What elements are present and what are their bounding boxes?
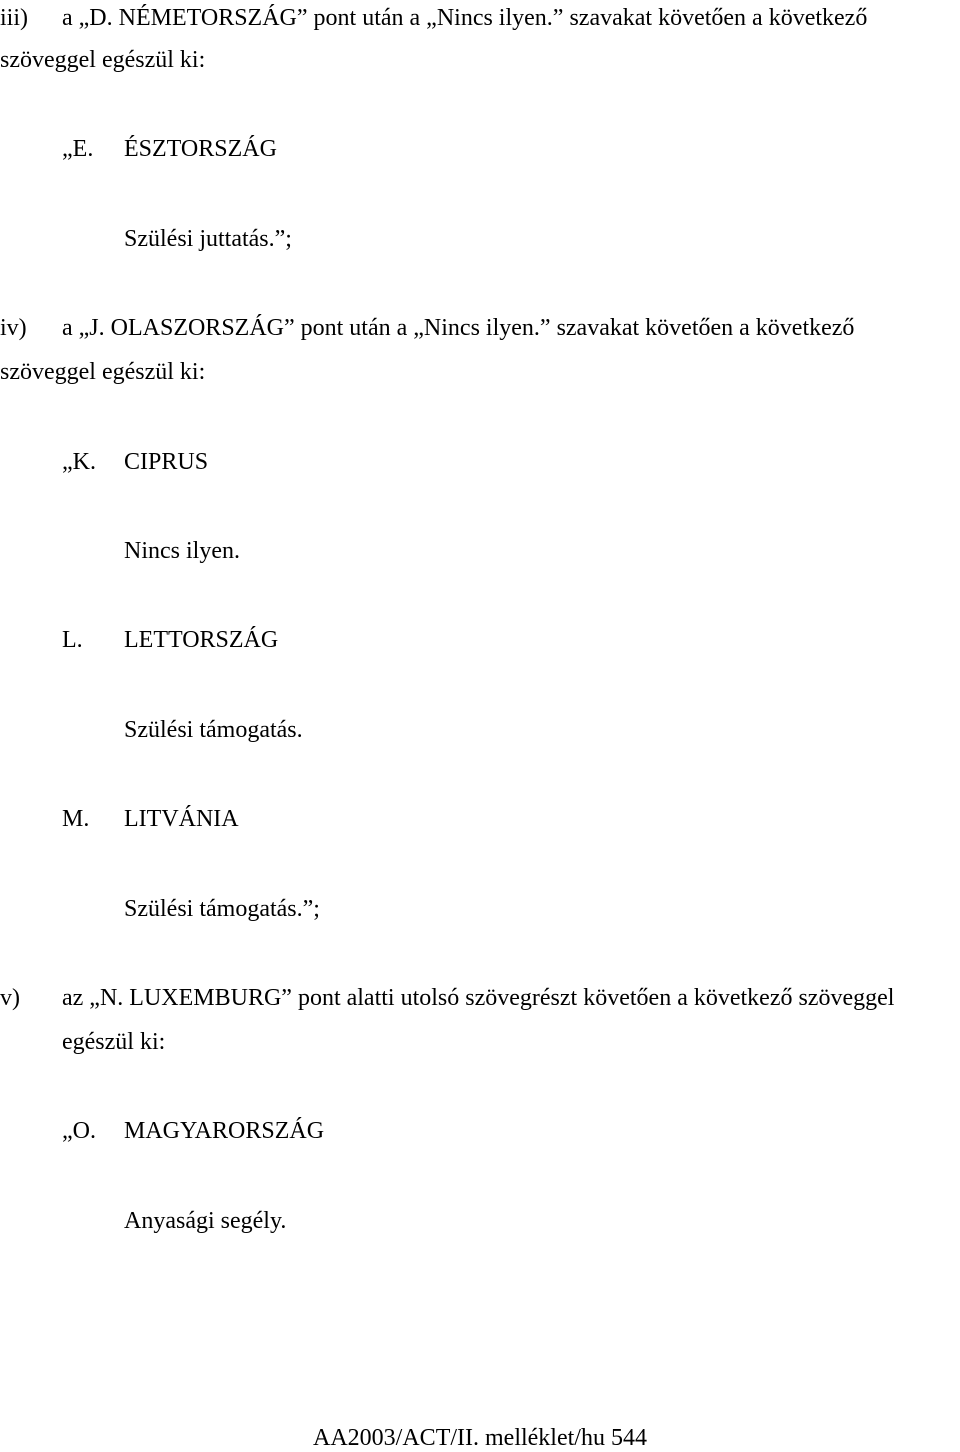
entry-text-estonia: Szülési juttatás.”; (124, 226, 292, 252)
entry-letter-k: „K. (62, 449, 96, 475)
item-iii-line-1: a „D. NÉMETORSZÁG” pont után a „Nincs ilyen.” szavakat követően a következő (62, 5, 868, 31)
entry-text-hungary: Anyasági segély. (124, 1208, 287, 1234)
entry-text-cyprus: Nincs ilyen. (124, 538, 240, 564)
item-iv-line-2: szöveggel egészül ki: (0, 359, 206, 385)
item-iii-marker: iii) (0, 5, 28, 31)
entry-letter-l: L. (62, 627, 83, 653)
entry-country-hungary: MAGYARORSZÁG (124, 1118, 325, 1144)
entry-country-latvia: LETTORSZÁG (124, 627, 279, 653)
item-v-line-1: az „N. LUXEMBURG” pont alatti utolsó szövegrészt követően a következő szöveggel (62, 985, 895, 1011)
entry-country-cyprus: CIPRUS (124, 449, 209, 475)
entry-letter-e: „E. (62, 136, 94, 162)
entry-letter-m: M. (62, 806, 90, 832)
entry-country-lithuania: LITVÁNIA (124, 806, 239, 832)
item-v-line-2: egészül ki: (62, 1029, 166, 1055)
item-iii-line-2: szöveggel egészül ki: (0, 47, 206, 73)
entry-text-lithuania: Szülési támogatás.”; (124, 896, 320, 922)
entry-text-latvia: Szülési támogatás. (124, 717, 303, 743)
page-footer: AA2003/ACT/II. melléklet/hu 544 (313, 1425, 647, 1451)
item-v-marker: v) (0, 985, 20, 1011)
item-iv-marker: iv) (0, 315, 27, 341)
entry-letter-o: „O. (62, 1118, 96, 1144)
entry-country-estonia: ÉSZTORSZÁG (124, 136, 277, 162)
item-iv-line-1: a „J. OLASZORSZÁG” pont után a „Nincs ilyen.” szavakat követően a következő (62, 315, 855, 341)
